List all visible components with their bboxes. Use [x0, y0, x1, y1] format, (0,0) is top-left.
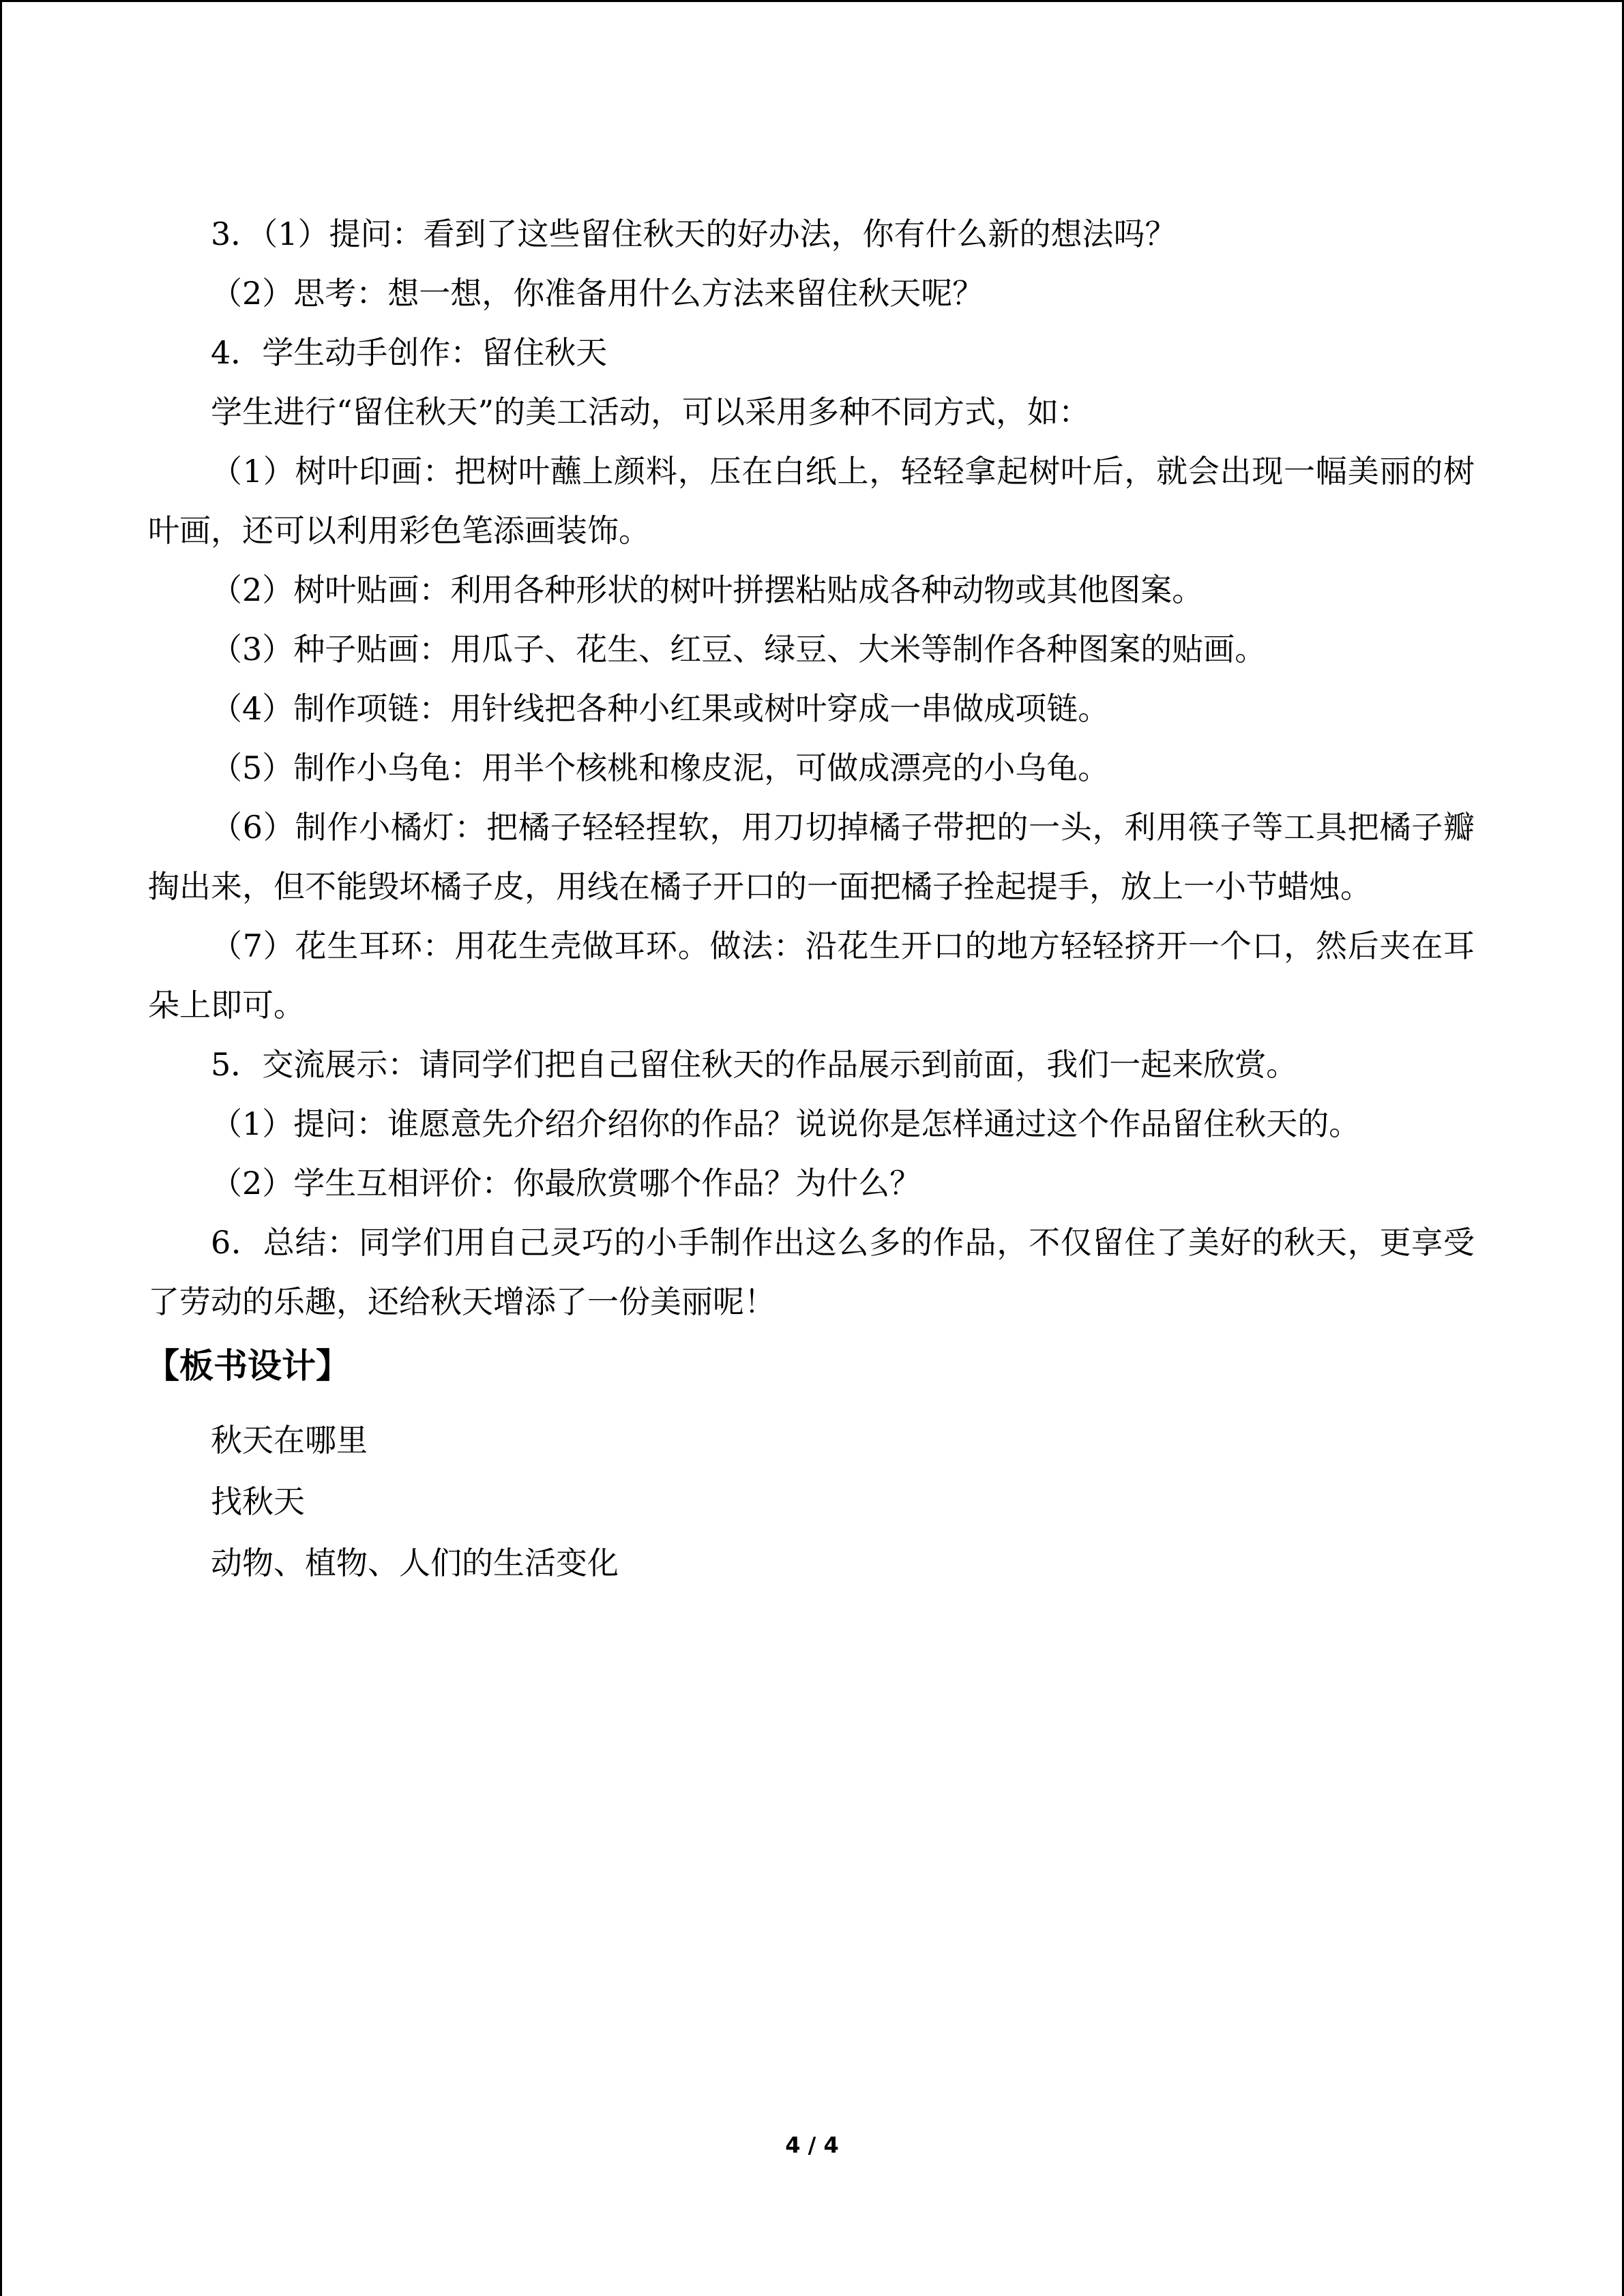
paragraph-turtle: （5）制作小乌龟：用半个核桃和橡皮泥，可做成漂亮的小乌龟。	[211, 749, 1110, 786]
paragraph-step-3-question: 3．（1）提问：看到了这些留住秋天的好办法，你有什么新的想法吗？	[211, 215, 1177, 252]
paragraph-leaf-collage: （2）树叶贴画：利用各种形状的树叶拼摆粘贴成各种动物或其他图案。	[211, 571, 1204, 608]
document-body	[145, 205, 1475, 1594]
paragraph-orange-lamp: （6）制作小橘灯：把橘子轻轻捏软，用刀切掉橘子带把的一头，利用筷子等工具把橘子瓣掏出来，但不能毁坏橘子皮，用线在橘子开口的一面把橘子拴起提手，放上一小节蜡烛。	[148, 809, 1475, 905]
board-design-list	[148, 1410, 1475, 1594]
paragraph-step-6-summary: 6．总结：同学们用自己灵巧的小手制作出这么多的作品，不仅留住了美好的秋天，更享受了劳动的乐趣，还给秋天增添了一份美丽呢！	[148, 1224, 1475, 1320]
page-number: 4 / 4	[785, 2132, 839, 2158]
board-line-title: 秋天在哪里	[211, 1422, 368, 1459]
paragraph-leaf-print: （1）树叶印画：把树叶蘸上颜料，压在白纸上，轻轻拿起树叶后，就会出现一幅美丽的树叶画，还可以利用彩色笔添画装饰。	[148, 453, 1475, 549]
section-heading-board-design: 【板书设计】	[145, 1346, 350, 1386]
paragraph-step-5-evaluate: （2）学生互相评价：你最欣赏哪个作品？为什么？	[211, 1165, 921, 1202]
paragraph-step-4-title: 4．学生动手创作：留住秋天	[211, 334, 608, 371]
paragraph-step-4-intro: 学生进行“留住秋天”的美工活动，可以采用多种不同方式，如：	[211, 393, 1091, 430]
paragraph-step-3-think: （2）思考：想一想，你准备用什么方法来留住秋天呢？	[211, 275, 984, 312]
paragraph-necklace: （4）制作项链：用针线把各种小红果或树叶穿成一串做成项链。	[211, 690, 1110, 727]
paragraph-peanut-earring: （7）花生耳环：用花生壳做耳环。做法：沿花生开口的地方轻轻挤开一个口，然后夹在耳朵上即可。	[148, 927, 1475, 1024]
paragraph-seed-collage: （3）种子贴画：用瓜子、花生、红豆、绿豆、大米等制作各种图案的贴画。	[211, 631, 1267, 668]
board-line-changes: 动物、植物、人们的生活变化	[211, 1545, 619, 1581]
paragraph-step-5-display: 5．交流展示：请同学们把自己留住秋天的作品展示到前面，我们一起来欣赏。	[211, 1046, 1298, 1083]
paragraph-step-5-question: （1）提问：谁愿意先介绍介绍你的作品？说说你是怎样通过这个作品留住秋天的。	[211, 1105, 1361, 1142]
board-line-find-autumn: 找秋天	[211, 1483, 305, 1520]
